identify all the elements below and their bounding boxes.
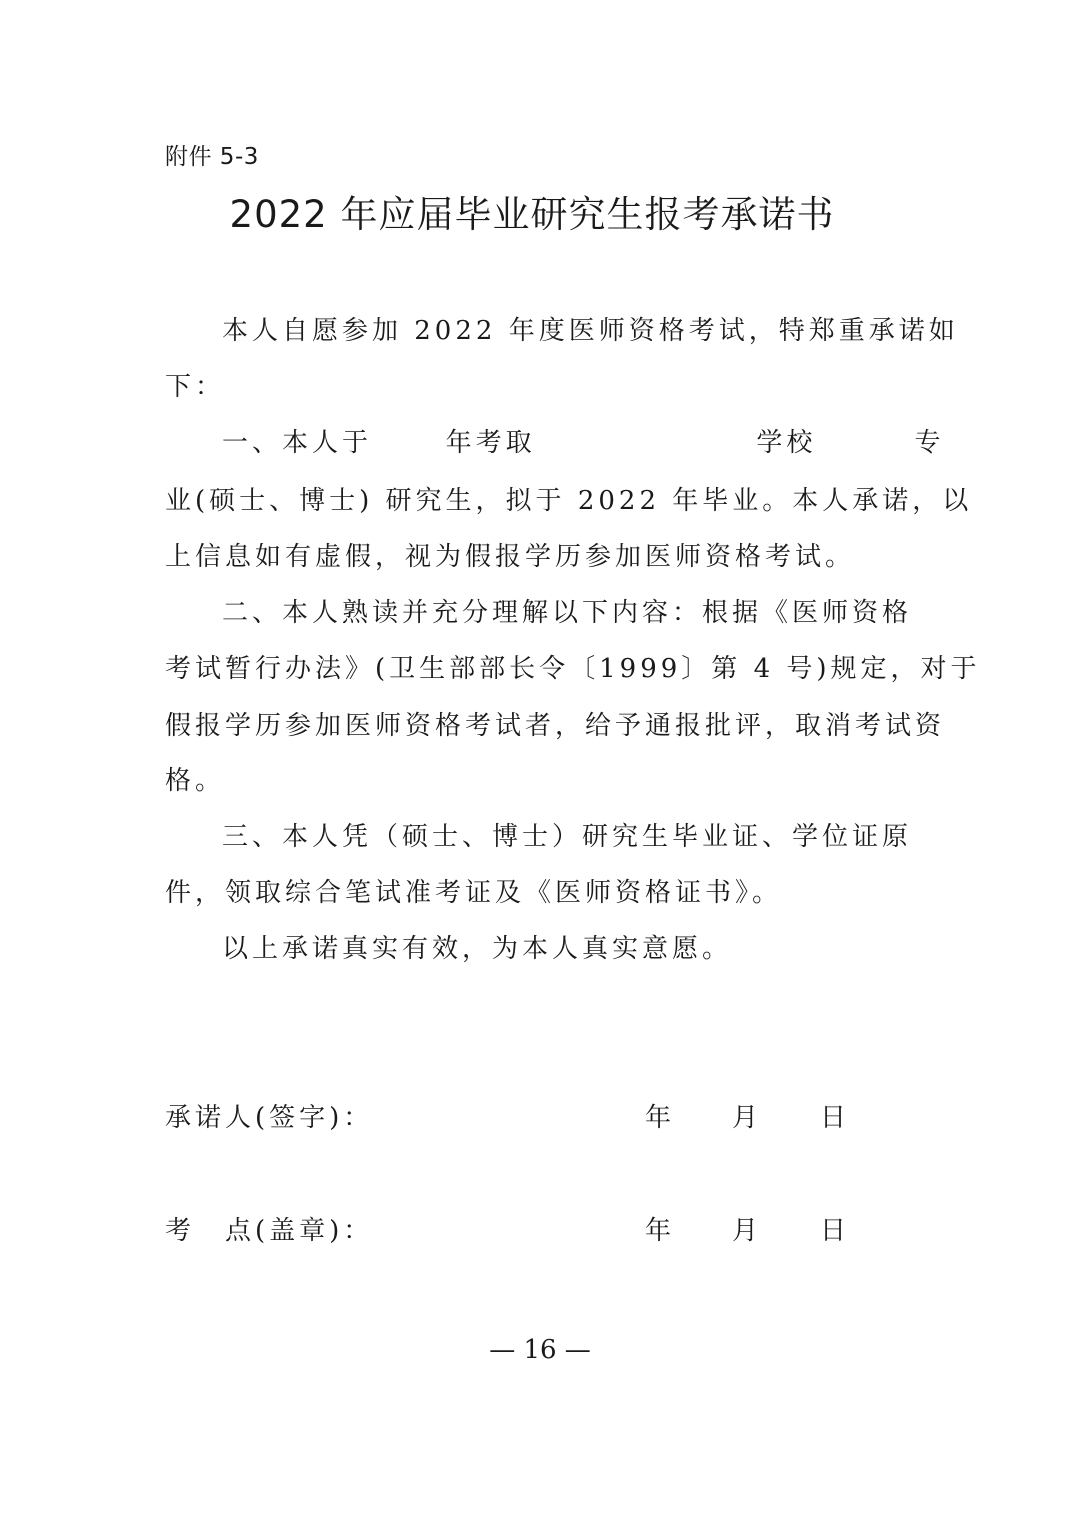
exam-site-seal-label: 考 点(盖章)：	[165, 1216, 374, 1246]
paragraph-2-line-2: 考试暂行办法》(卫生部部长令〔1999〕第 4 号)规定，对于	[165, 654, 981, 684]
paragraph-3-line-2: 件，领取综合笔试准考证及《医师资格证书》。	[165, 878, 783, 908]
paragraph-2-line-4: 格。	[165, 766, 226, 796]
paragraph-1-line-2: 业(硕士、博士) 研究生，拟于 2022 年毕业。本人承诺，以	[165, 486, 973, 516]
promisor-year-label: 年	[645, 1103, 672, 1133]
paragraph-1-line-1: 一、本人于 年考取 学校 专	[222, 428, 945, 458]
paragraph-intro-line-1: 本人自愿参加 2022 年度医师资格考试，特郑重承诺如	[222, 316, 959, 346]
exam-site-month-label: 月	[732, 1216, 759, 1246]
exam-site-year-label: 年	[645, 1216, 672, 1246]
closing-statement: 以上承诺真实有效，为本人真实意愿。	[222, 934, 733, 964]
document-title: 2022 年应届毕业研究生报考承诺书	[229, 193, 835, 236]
promisor-signature-label: 承诺人(签字)：	[165, 1103, 374, 1133]
paragraph-intro-line-2: 下：	[165, 372, 226, 402]
page-number: — 16 —	[489, 1335, 591, 1365]
attachment-label: 附件 5-3	[165, 144, 259, 170]
promisor-month-label: 月	[732, 1103, 759, 1133]
exam-site-day-label: 日	[820, 1216, 847, 1246]
paragraph-1-line-3: 上信息如有虚假，视为假报学历参加医师资格考试。	[165, 542, 856, 572]
paragraph-2-line-1: 二、本人熟读并充分理解以下内容：根据《医师资格	[222, 598, 913, 628]
promisor-day-label: 日	[820, 1103, 847, 1133]
paragraph-3-line-1: 三、本人凭（硕士、博士）研究生毕业证、学位证原	[222, 822, 913, 852]
paragraph-2-line-3: 假报学历参加医师资格考试者，给予通报批评，取消考试资	[165, 711, 946, 741]
